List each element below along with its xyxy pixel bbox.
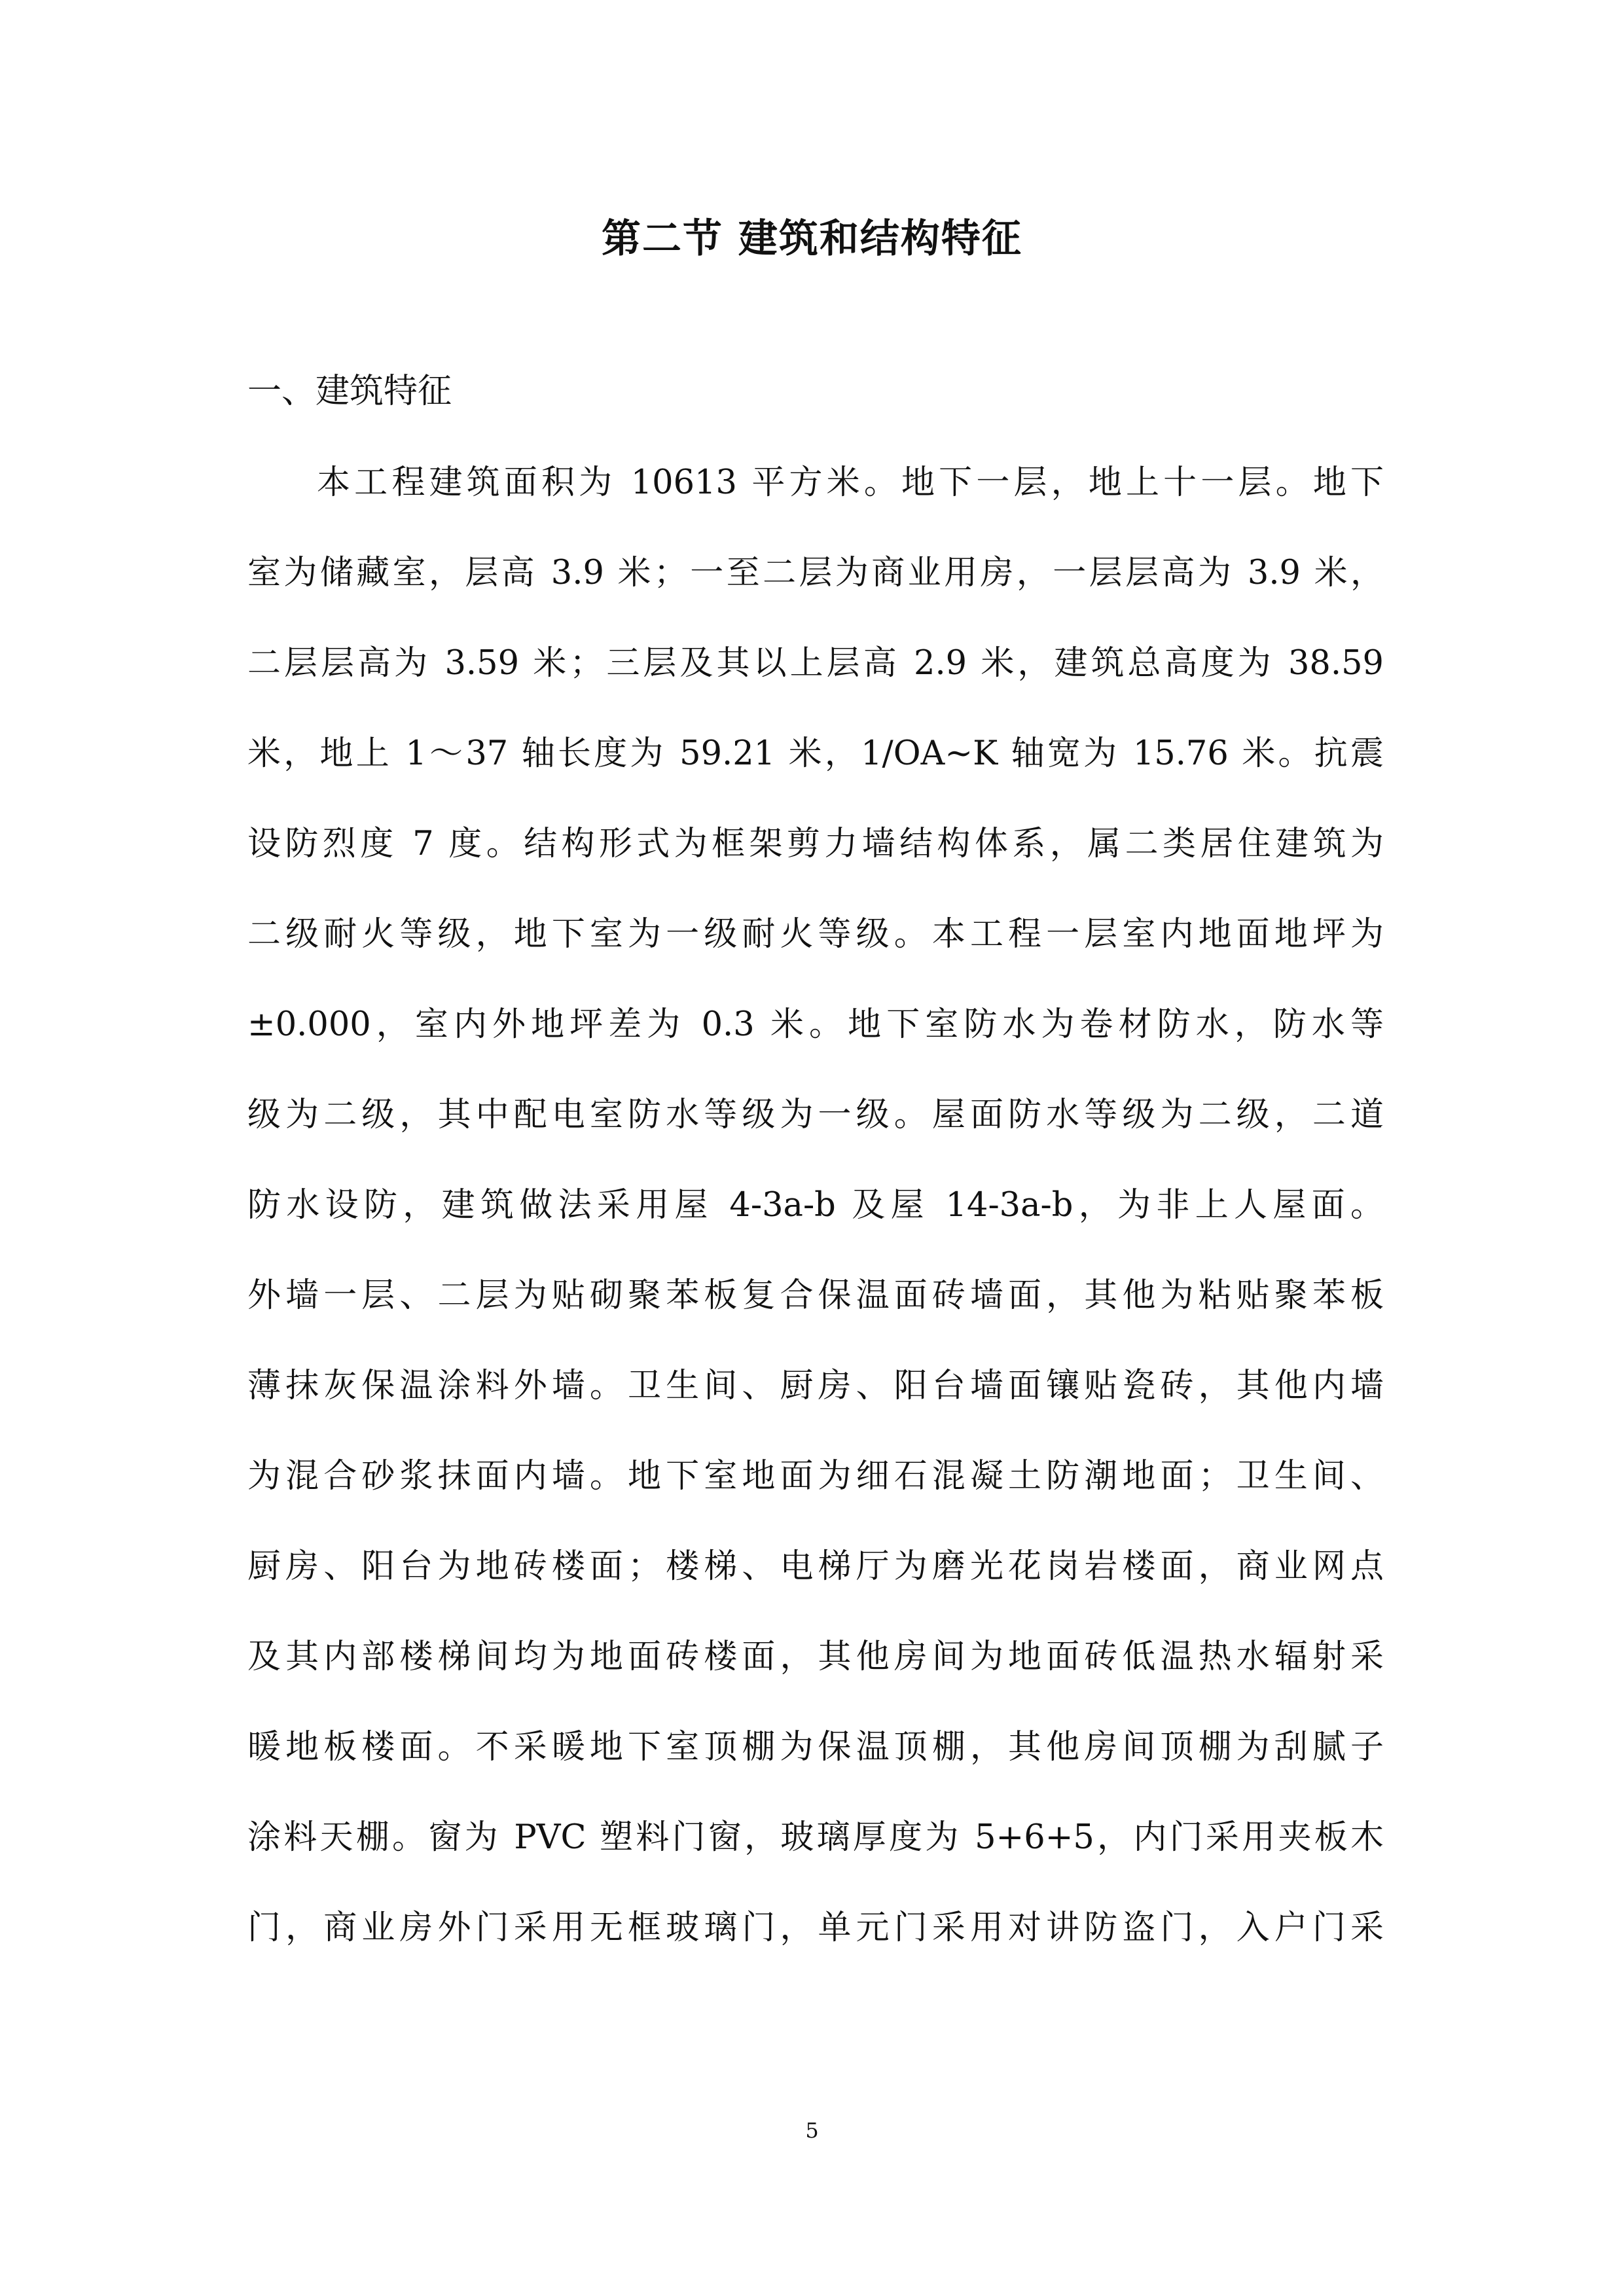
page-number: 5 — [805, 2118, 819, 2143]
paragraph-line: 设防烈度 7 度。结构形式为框架剪力墙结构体系，属二类居住建筑为 — [247, 825, 1384, 863]
paragraph-line: 厨房、阳台为地砖楼面；楼梯、电梯厅为磨光花岗岩楼面，商业网点 — [247, 1547, 1384, 1586]
paragraph-line: 级为二级，其中配电室防水等级为一级。屋面防水等级为二级，二道 — [247, 1096, 1384, 1134]
paragraph-line: 二层层高为 3.59 米；三层及其以上层高 2.9 米，建筑总高度为 38.59 — [247, 644, 1384, 683]
paragraph-line: 及其内部楼梯间均为地面砖楼面，其他房间为地面砖低温热水辐射采 — [247, 1638, 1384, 1676]
paragraph-line: 外墙一层、二层为贴砌聚苯板复合保温面砖墙面，其他为粘贴聚苯板 — [247, 1276, 1384, 1315]
paragraph-line: 薄抹灰保温涂料外墙。卫生间、厨房、阳台墙面镶贴瓷砖，其他内墙 — [247, 1367, 1384, 1405]
paragraph-line: 为混合砂浆抹面内墙。地下室地面为细石混凝土防潮地面；卫生间、 — [247, 1457, 1384, 1496]
paragraph-line: 涂料天棚。窗为 PVC 塑料门窗，玻璃厚度为 5+6+5，内门采用夹板木 — [247, 1818, 1384, 1857]
paragraph-line: 室为储藏室，层高 3.9 米；一至二层为商业用房，一层层高为 3.9 米， — [247, 554, 1384, 592]
paragraph-line: 门，商业房外门采用无框玻璃门，单元门采用对讲防盗门，入户门采 — [247, 1909, 1384, 1947]
paragraph-line: 暖地板楼面。不采暖地下室顶棚为保温顶棚，其他房间顶棚为刮腻子 — [247, 1728, 1384, 1767]
paragraph-line: 本工程建筑面积为 10613 平方米。地下一层，地上十一层。地下 — [317, 463, 1384, 502]
paragraph-line: 二级耐火等级，地下室为一级耐火等级。本工程一层室内地面地坪为 — [247, 915, 1384, 954]
paragraph — [247, 457, 1384, 1992]
paragraph-line: 防水设防，建筑做法采用屋 4-3a-b 及屋 14-3a-b，为非上人屋面。 — [247, 1186, 1384, 1225]
section-heading: 一、建筑特征 — [247, 372, 452, 411]
page-title: 第二节 建筑和结构特征 — [602, 216, 1022, 262]
paragraph-line: 米，地上 1～37 轴长度为 59.21 米，1/OA~K 轴宽为 15.76 米。抗震 — [247, 734, 1384, 773]
paragraph-line: ±0.000，室内外地坪差为 0.3 米。地下室防水为卷材防水，防水等 — [247, 1005, 1384, 1044]
